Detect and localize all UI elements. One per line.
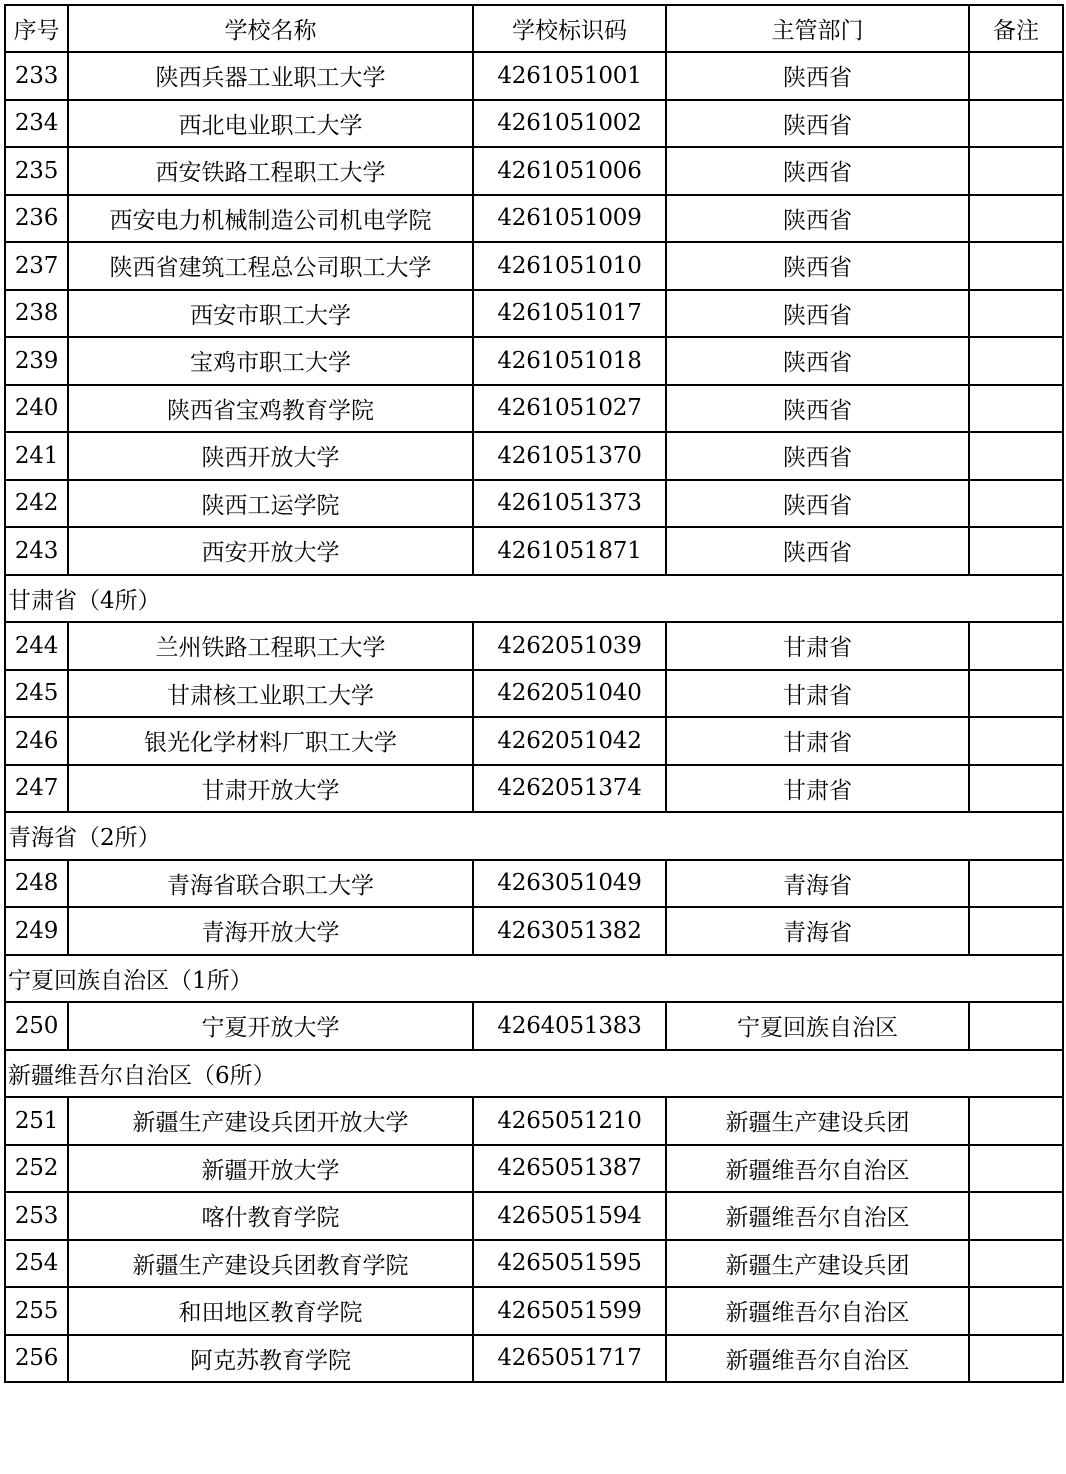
cell-school-name: 西安市职工大学 xyxy=(68,290,473,338)
cell-school-name: 陕西省宝鸡教育学院 xyxy=(68,385,473,433)
table-row xyxy=(5,1240,1063,1288)
cell-serial-number: 241 xyxy=(5,432,68,480)
cell-school-code: 4263051382 xyxy=(473,907,666,955)
cell-remarks xyxy=(969,195,1063,243)
cell-remarks xyxy=(969,622,1063,670)
cell-remarks xyxy=(969,907,1063,955)
cell-school-code: 4265051210 xyxy=(473,1097,666,1145)
cell-school-name: 阿克苏教育学院 xyxy=(68,1335,473,1383)
header-remarks: 备注 xyxy=(969,5,1063,52)
cell-school-name: 宁夏开放大学 xyxy=(68,1002,473,1050)
cell-serial-number: 254 xyxy=(5,1240,68,1288)
cell-serial-number: 235 xyxy=(5,147,68,195)
cell-serial-number: 237 xyxy=(5,242,68,290)
cell-serial-number: 249 xyxy=(5,907,68,955)
cell-school-code: 4265051594 xyxy=(473,1192,666,1240)
cell-remarks xyxy=(969,385,1063,433)
table-row xyxy=(5,52,1063,100)
cell-school-name: 陕西兵器工业职工大学 xyxy=(68,52,473,100)
table-row xyxy=(5,100,1063,148)
table-row xyxy=(5,907,1063,955)
cell-remarks xyxy=(969,1097,1063,1145)
cell-school-name: 西安电力机械制造公司机电学院 xyxy=(68,195,473,243)
cell-serial-number: 248 xyxy=(5,860,68,908)
cell-department: 青海省 xyxy=(666,860,969,908)
header-department: 主管部门 xyxy=(666,5,969,52)
cell-department: 陕西省 xyxy=(666,242,969,290)
cell-department: 新疆维吾尔自治区 xyxy=(666,1145,969,1193)
cell-remarks xyxy=(969,1287,1063,1335)
cell-remarks xyxy=(969,242,1063,290)
cell-remarks xyxy=(969,290,1063,338)
cell-remarks xyxy=(969,147,1063,195)
cell-remarks xyxy=(969,480,1063,528)
cell-remarks xyxy=(969,100,1063,148)
cell-school-code: 4263051049 xyxy=(473,860,666,908)
cell-school-code: 4261051002 xyxy=(473,100,666,148)
cell-remarks xyxy=(969,765,1063,813)
cell-department: 陕西省 xyxy=(666,385,969,433)
cell-school-code: 4264051383 xyxy=(473,1002,666,1050)
cell-remarks xyxy=(969,717,1063,765)
cell-department: 甘肃省 xyxy=(666,622,969,670)
cell-department: 陕西省 xyxy=(666,52,969,100)
table-row xyxy=(5,1287,1063,1335)
cell-serial-number: 245 xyxy=(5,670,68,718)
cell-department: 青海省 xyxy=(666,907,969,955)
cell-serial-number: 256 xyxy=(5,1335,68,1383)
cell-school-name: 陕西开放大学 xyxy=(68,432,473,480)
cell-department: 陕西省 xyxy=(666,195,969,243)
table-row xyxy=(5,1335,1063,1383)
cell-school-code: 4265051387 xyxy=(473,1145,666,1193)
cell-school-code: 4265051717 xyxy=(473,1335,666,1383)
cell-department: 新疆生产建设兵团 xyxy=(666,1097,969,1145)
cell-serial-number: 242 xyxy=(5,480,68,528)
cell-department: 甘肃省 xyxy=(666,717,969,765)
table-row xyxy=(5,527,1063,575)
table-row xyxy=(5,337,1063,385)
cell-school-code: 4261051027 xyxy=(473,385,666,433)
table-row xyxy=(5,1002,1063,1050)
header-serial-number: 序号 xyxy=(5,5,68,52)
section-row xyxy=(5,812,1063,860)
cell-department: 陕西省 xyxy=(666,432,969,480)
cell-school-code: 4261051001 xyxy=(473,52,666,100)
header-row xyxy=(5,5,1063,52)
cell-department: 陕西省 xyxy=(666,480,969,528)
cell-school-code: 4261051018 xyxy=(473,337,666,385)
cell-remarks xyxy=(969,1192,1063,1240)
cell-department: 新疆维吾尔自治区 xyxy=(666,1287,969,1335)
table-body xyxy=(5,52,1063,1382)
section-row xyxy=(5,1050,1063,1098)
school-list-table xyxy=(4,4,1064,1383)
table-row xyxy=(5,290,1063,338)
cell-remarks xyxy=(969,1145,1063,1193)
table-row xyxy=(5,717,1063,765)
cell-department: 甘肃省 xyxy=(666,765,969,813)
section-label: 宁夏回族自治区（1所） xyxy=(5,955,1063,1003)
table-row xyxy=(5,242,1063,290)
table-row xyxy=(5,147,1063,195)
section-label: 甘肃省（4所） xyxy=(5,575,1063,623)
cell-remarks xyxy=(969,1002,1063,1050)
table-row xyxy=(5,1097,1063,1145)
cell-serial-number: 251 xyxy=(5,1097,68,1145)
cell-school-code: 4262051374 xyxy=(473,765,666,813)
cell-school-name: 银光化学材料厂职工大学 xyxy=(68,717,473,765)
cell-serial-number: 234 xyxy=(5,100,68,148)
cell-serial-number: 250 xyxy=(5,1002,68,1050)
cell-department: 新疆维吾尔自治区 xyxy=(666,1192,969,1240)
cell-serial-number: 244 xyxy=(5,622,68,670)
cell-department: 甘肃省 xyxy=(666,670,969,718)
cell-remarks xyxy=(969,52,1063,100)
cell-school-code: 4262051040 xyxy=(473,670,666,718)
header-school-name: 学校名称 xyxy=(68,5,473,52)
section-label: 新疆维吾尔自治区（6所） xyxy=(5,1050,1063,1098)
cell-school-code: 4261051370 xyxy=(473,432,666,480)
cell-serial-number: 243 xyxy=(5,527,68,575)
cell-serial-number: 233 xyxy=(5,52,68,100)
cell-school-name: 陕西省建筑工程总公司职工大学 xyxy=(68,242,473,290)
cell-school-name: 新疆生产建设兵团教育学院 xyxy=(68,1240,473,1288)
cell-remarks xyxy=(969,860,1063,908)
cell-school-name: 兰州铁路工程职工大学 xyxy=(68,622,473,670)
cell-school-code: 4261051006 xyxy=(473,147,666,195)
table-row xyxy=(5,1145,1063,1193)
cell-department: 陕西省 xyxy=(666,147,969,195)
cell-department: 宁夏回族自治区 xyxy=(666,1002,969,1050)
cell-school-code: 4261051017 xyxy=(473,290,666,338)
cell-serial-number: 239 xyxy=(5,337,68,385)
cell-school-name: 和田地区教育学院 xyxy=(68,1287,473,1335)
cell-school-name: 青海开放大学 xyxy=(68,907,473,955)
cell-school-code: 4262051039 xyxy=(473,622,666,670)
cell-school-name: 宝鸡市职工大学 xyxy=(68,337,473,385)
cell-school-name: 喀什教育学院 xyxy=(68,1192,473,1240)
cell-remarks xyxy=(969,337,1063,385)
section-row xyxy=(5,955,1063,1003)
cell-school-name: 甘肃开放大学 xyxy=(68,765,473,813)
cell-department: 陕西省 xyxy=(666,337,969,385)
cell-school-name: 甘肃核工业职工大学 xyxy=(68,670,473,718)
table-row xyxy=(5,480,1063,528)
cell-department: 陕西省 xyxy=(666,100,969,148)
cell-remarks xyxy=(969,527,1063,575)
cell-department: 陕西省 xyxy=(666,290,969,338)
cell-serial-number: 238 xyxy=(5,290,68,338)
table-row xyxy=(5,765,1063,813)
cell-department: 新疆维吾尔自治区 xyxy=(666,1335,969,1383)
cell-department: 陕西省 xyxy=(666,527,969,575)
cell-serial-number: 240 xyxy=(5,385,68,433)
cell-school-name: 青海省联合职工大学 xyxy=(68,860,473,908)
cell-school-name: 西安开放大学 xyxy=(68,527,473,575)
cell-school-code: 4261051871 xyxy=(473,527,666,575)
cell-serial-number: 246 xyxy=(5,717,68,765)
cell-remarks xyxy=(969,670,1063,718)
cell-serial-number: 255 xyxy=(5,1287,68,1335)
table-row xyxy=(5,622,1063,670)
cell-serial-number: 252 xyxy=(5,1145,68,1193)
cell-serial-number: 247 xyxy=(5,765,68,813)
table-row xyxy=(5,670,1063,718)
cell-school-code: 4265051599 xyxy=(473,1287,666,1335)
section-row xyxy=(5,575,1063,623)
cell-department: 新疆生产建设兵团 xyxy=(666,1240,969,1288)
cell-school-code: 4261051009 xyxy=(473,195,666,243)
cell-remarks xyxy=(969,432,1063,480)
cell-school-code: 4265051595 xyxy=(473,1240,666,1288)
table-row xyxy=(5,432,1063,480)
header-school-code: 学校标识码 xyxy=(473,5,666,52)
table-row xyxy=(5,1192,1063,1240)
cell-school-name: 陕西工运学院 xyxy=(68,480,473,528)
cell-school-name: 西安铁路工程职工大学 xyxy=(68,147,473,195)
cell-school-code: 4261051010 xyxy=(473,242,666,290)
cell-school-name: 新疆生产建设兵团开放大学 xyxy=(68,1097,473,1145)
cell-school-name: 西北电业职工大学 xyxy=(68,100,473,148)
cell-school-code: 4261051373 xyxy=(473,480,666,528)
cell-remarks xyxy=(969,1335,1063,1383)
cell-school-name: 新疆开放大学 xyxy=(68,1145,473,1193)
cell-serial-number: 253 xyxy=(5,1192,68,1240)
table-row xyxy=(5,385,1063,433)
table-header xyxy=(5,5,1063,52)
section-label: 青海省（2所） xyxy=(5,812,1063,860)
cell-remarks xyxy=(969,1240,1063,1288)
cell-serial-number: 236 xyxy=(5,195,68,243)
table-row xyxy=(5,195,1063,243)
table-row xyxy=(5,860,1063,908)
cell-school-code: 4262051042 xyxy=(473,717,666,765)
